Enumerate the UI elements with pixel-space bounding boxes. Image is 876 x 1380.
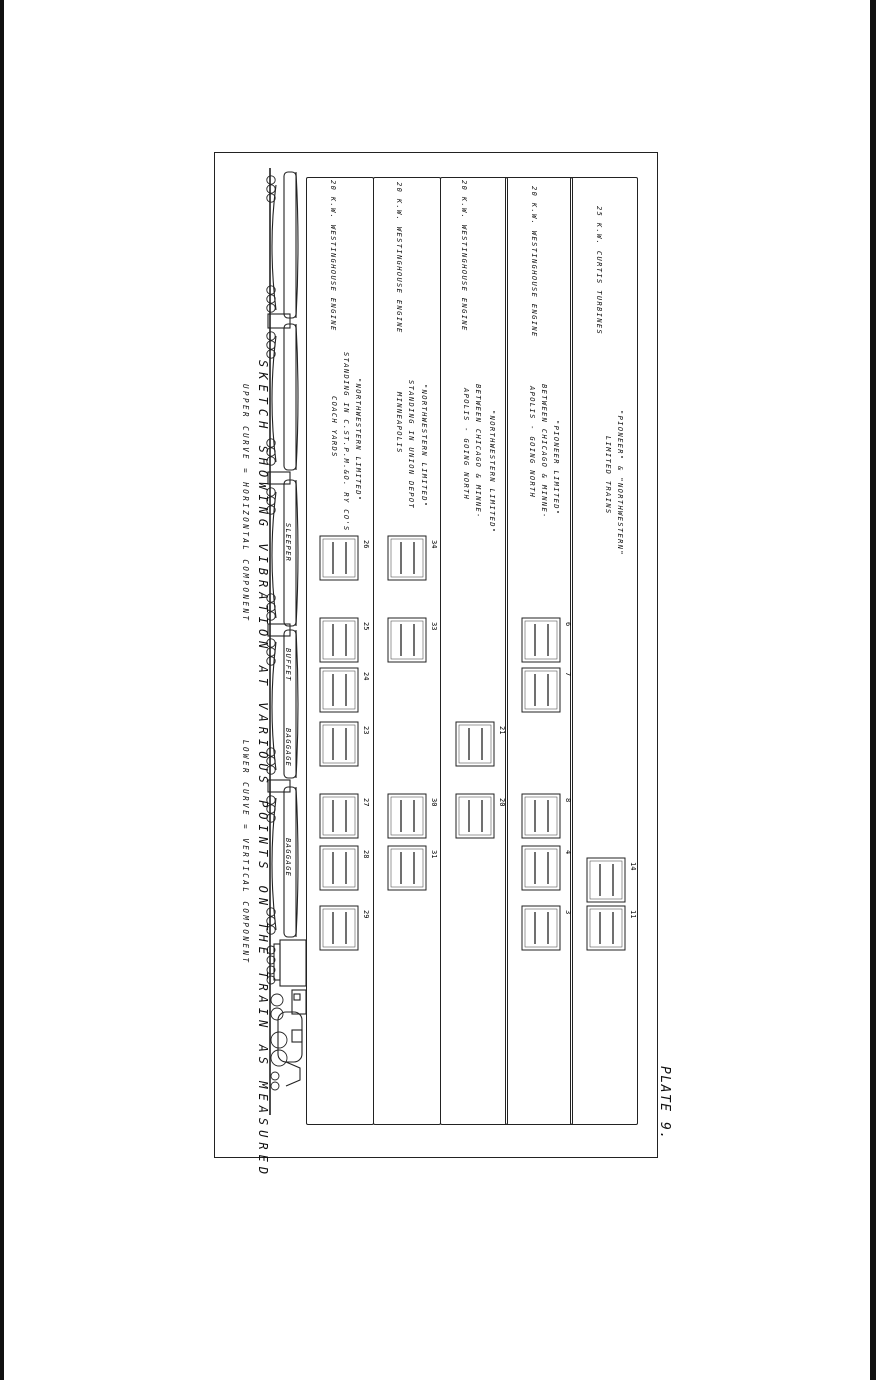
record-number: 25: [362, 622, 370, 631]
vibration-record-34: [388, 536, 438, 580]
record-number: 3: [564, 910, 572, 915]
vibration-record-30: [388, 794, 438, 838]
vibration-record-28: [320, 846, 370, 890]
record-number: 30: [430, 798, 438, 807]
vibration-record-14: [587, 858, 637, 902]
record-number: 6: [564, 622, 572, 627]
vibration-record-3: [522, 906, 572, 950]
vibration-record-6: [522, 618, 572, 662]
vibration-record-23: [320, 722, 370, 766]
record-number: 8: [564, 798, 572, 803]
vibration-record-24: [320, 668, 370, 712]
vibration-record-8: [522, 794, 572, 838]
record-number: 20: [498, 798, 506, 807]
vibration-record-27: [320, 794, 370, 838]
vibration-record-11: [587, 906, 637, 950]
vibration-record-4: [522, 846, 572, 890]
record-number: 23: [362, 726, 370, 735]
record-number: 28: [362, 850, 370, 859]
vibration-record-31: [388, 846, 438, 890]
record-number: 11: [629, 910, 637, 919]
vibration-record-29: [320, 906, 370, 950]
vibration-record-7: [522, 668, 572, 712]
record-number: 4: [564, 850, 572, 855]
record-number: 21: [498, 726, 506, 735]
vibration-record-26: [320, 536, 370, 580]
record-number: 7: [564, 672, 572, 677]
vibration-record-33: [388, 618, 438, 662]
vibration-record-20: [456, 794, 506, 838]
record-number: 33: [430, 622, 438, 631]
vibration-record-25: [320, 618, 370, 662]
record-number: 26: [362, 540, 370, 549]
record-number: 14: [629, 862, 637, 871]
record-number: 24: [362, 672, 370, 681]
record-number: 29: [362, 910, 370, 919]
record-number: 34: [430, 540, 438, 549]
record-number: 27: [362, 798, 370, 807]
vibration-record-21: [456, 722, 506, 766]
record-number: 31: [430, 850, 438, 859]
